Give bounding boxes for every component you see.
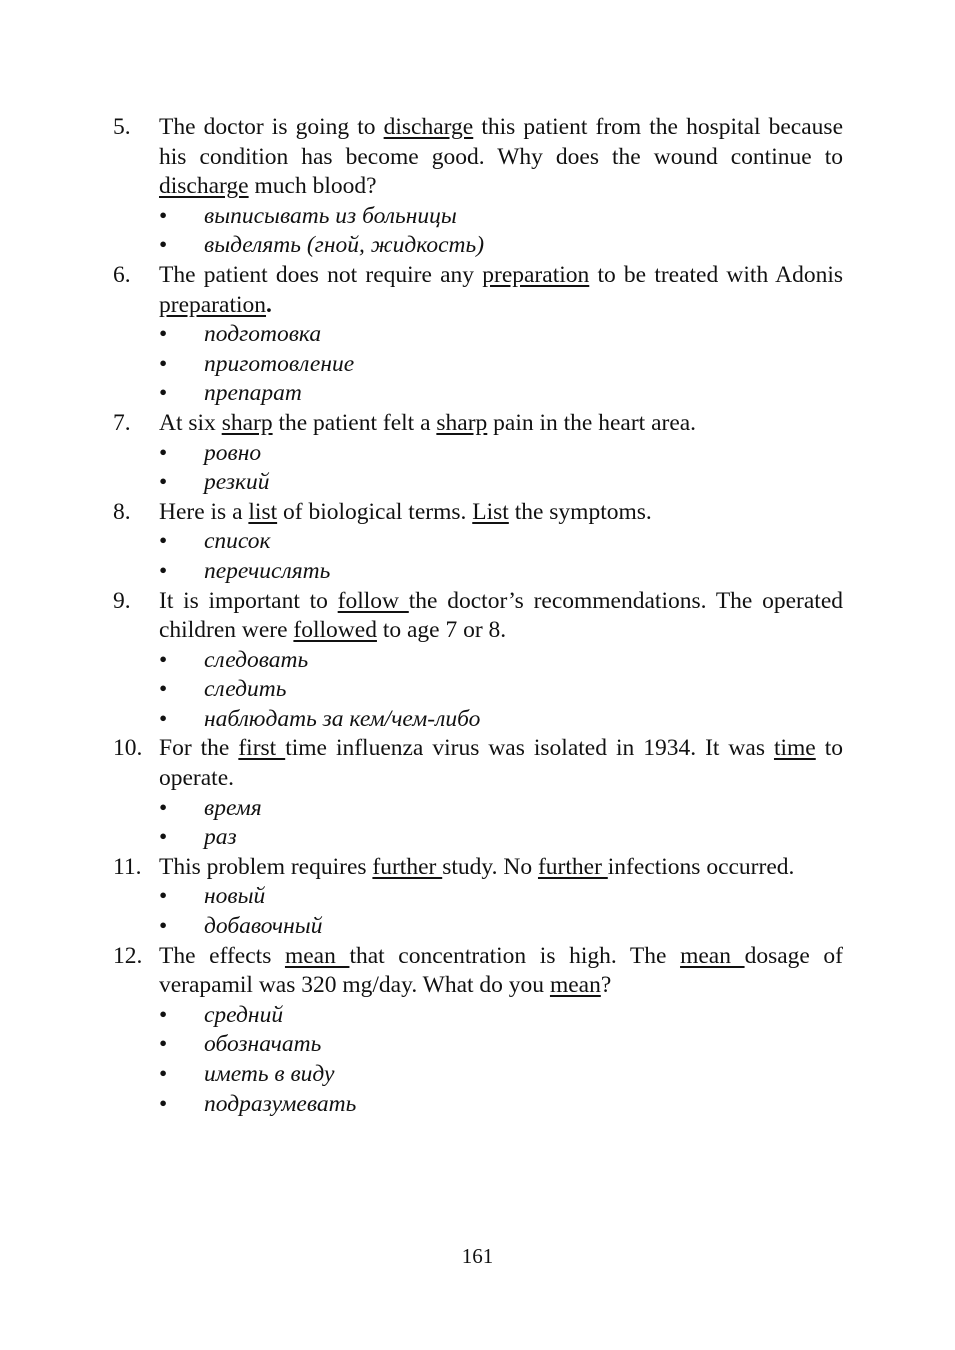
- sentence-text: [159, 587, 843, 646]
- translation-item: [113, 882, 843, 912]
- underlined-term: time: [773, 735, 816, 762]
- sentence-segment: The patient does not require any: [159, 261, 483, 288]
- sentence-segment: pain in the heart area.: [487, 409, 697, 436]
- bullet-icon: •: [159, 1001, 168, 1028]
- translation-item: [113, 557, 843, 587]
- underlined-term: mean: [549, 972, 601, 999]
- translation-text: иметь в виду: [204, 1061, 335, 1087]
- sentence-segment: Here is a: [159, 498, 249, 525]
- exercise-sentence: [113, 409, 843, 439]
- underlined-term: mean: [284, 942, 350, 969]
- underlined-term: list: [248, 498, 278, 525]
- bullet-icon: •: [159, 883, 168, 910]
- sentence-segment: the patient felt a: [272, 409, 437, 436]
- underlined-term: followed: [293, 617, 377, 644]
- bullet-icon: •: [159, 439, 168, 466]
- exercise-item: [113, 498, 843, 587]
- translation-text: новый: [204, 883, 266, 910]
- translation-text: средний: [204, 1001, 284, 1028]
- exercise-sentence: [113, 942, 843, 1001]
- exercise-sentence: [113, 113, 843, 202]
- translation-item: [113, 202, 843, 232]
- sentence-text: [159, 734, 843, 793]
- translation-text: перечислять: [204, 557, 331, 584]
- translation-text: подразумевать: [204, 1090, 357, 1117]
- sentence-text: [159, 409, 843, 439]
- translation-list: [113, 882, 843, 941]
- item-number: 11.: [113, 853, 142, 880]
- sentence-segment: At six: [159, 409, 222, 436]
- sentence-segment: time influenza virus was isolated in 1934. It was: [285, 735, 774, 762]
- underlined-term: List: [472, 498, 509, 525]
- translation-item: [113, 794, 843, 824]
- sentence-segment: the doctor’s recommendations. The operated children were: [159, 587, 843, 644]
- translation-text: список: [204, 528, 271, 555]
- translation-text: время: [204, 794, 262, 821]
- translation-text: резкий: [204, 469, 270, 496]
- bullet-icon: •: [159, 321, 168, 348]
- bullet-icon: •: [159, 676, 168, 703]
- page-number: 161: [461, 1244, 494, 1268]
- bullet-icon: •: [159, 1090, 168, 1117]
- translation-list: [113, 320, 843, 409]
- sentence-segment: to operate.: [159, 735, 844, 792]
- bullet-icon: •: [159, 705, 168, 732]
- exercise-item: [113, 853, 843, 942]
- translation-text: раз: [204, 824, 237, 851]
- sentence-segment: For the: [159, 735, 239, 762]
- translation-item: [113, 646, 843, 676]
- bullet-icon: •: [159, 1031, 168, 1058]
- bullet-icon: •: [159, 380, 168, 407]
- sentence-segment: study. No: [442, 853, 538, 880]
- translation-text: препарат: [204, 380, 302, 407]
- underlined-term: further: [537, 853, 608, 880]
- item-number: 9.: [113, 587, 131, 614]
- sentence-segment: to age 7 or 8.: [376, 617, 507, 644]
- translation-item: [113, 527, 843, 557]
- item-number: 6.: [113, 261, 131, 288]
- sentence-segment: It is important to: [159, 587, 338, 614]
- exercise-sentence: [113, 853, 843, 883]
- underlined-term: preparation: [482, 261, 590, 288]
- translation-list: [113, 439, 843, 498]
- sentence-segment: infections occurred.: [607, 853, 795, 880]
- underlined-term: first: [238, 735, 286, 762]
- translation-text: наблюдать за кем/чем-либо: [204, 705, 481, 732]
- page-content: [113, 113, 843, 1119]
- translation-text: выписывать из больницы: [204, 202, 457, 229]
- translation-item: [113, 439, 843, 469]
- underlined-term: sharp: [221, 409, 273, 436]
- bullet-icon: •: [159, 824, 168, 851]
- sentence-segment: ?: [600, 972, 612, 999]
- translation-item: [113, 1090, 843, 1120]
- exercise-sentence: [113, 498, 843, 528]
- sentence-segment: of biological terms.: [277, 498, 473, 525]
- sentence-segment: the symptoms.: [508, 498, 652, 525]
- bullet-icon: •: [159, 1061, 168, 1087]
- underlined-term: further: [372, 853, 443, 880]
- sentence-segment: dosage of verapamil was 320 mg/day. What do you: [159, 942, 844, 999]
- item-number: 8.: [113, 498, 131, 525]
- underlined-term: sharp: [436, 409, 488, 436]
- translation-text: выделять (гной, жидкость): [204, 232, 485, 259]
- sentence-segment: The effects: [159, 942, 285, 969]
- sentence-segment: This problem requires: [159, 853, 373, 880]
- bullet-icon: •: [159, 350, 168, 377]
- translation-item: [113, 1060, 843, 1090]
- sentence-text: [159, 261, 843, 320]
- sentence-segment: The doctor is going to: [159, 114, 384, 140]
- bullet-icon: •: [159, 913, 168, 940]
- exercise-item: [113, 942, 843, 1120]
- underlined-term: follow: [337, 587, 409, 614]
- translation-list: [113, 527, 843, 586]
- translation-text: обозначать: [204, 1031, 322, 1058]
- translation-list: [113, 794, 843, 853]
- translation-item: [113, 1001, 843, 1031]
- translation-text: следовать: [204, 646, 309, 673]
- item-number: 7.: [113, 409, 131, 436]
- exercise-sentence: [113, 734, 843, 793]
- sentence-segment: .: [266, 291, 272, 318]
- translation-item: [113, 1030, 843, 1060]
- translation-list: [113, 646, 843, 735]
- translation-item: [113, 912, 843, 942]
- sentence-segment: much blood?: [248, 173, 377, 200]
- translation-item: [113, 823, 843, 853]
- bullet-icon: •: [159, 646, 168, 673]
- translation-text: приготовление: [204, 350, 355, 377]
- translation-item: [113, 231, 843, 261]
- sentence-segment: that concentration is high. The: [349, 942, 681, 969]
- exercise-sentence: [113, 587, 843, 646]
- underlined-term: discharge: [159, 173, 249, 200]
- sentence-text: [159, 853, 843, 883]
- bullet-icon: •: [159, 528, 168, 555]
- translation-text: ровно: [204, 439, 262, 466]
- translation-item: [113, 379, 843, 409]
- sentence-segment: this patient from the hospital because his condition has become good. Why does the wound continue to: [159, 114, 843, 170]
- exercise-item: [113, 113, 843, 261]
- underlined-term: discharge: [383, 114, 474, 140]
- bullet-icon: •: [159, 202, 168, 229]
- sentence-text: [159, 942, 843, 1001]
- underlined-term: preparation: [159, 291, 267, 318]
- bullet-icon: •: [159, 794, 168, 821]
- translation-text: добавочный: [204, 913, 323, 940]
- translation-list: [113, 202, 843, 261]
- translation-item: [113, 675, 843, 705]
- bullet-icon: •: [159, 469, 168, 496]
- translation-item: [113, 320, 843, 350]
- underlined-term: mean: [680, 942, 745, 969]
- exercise-sentence: [113, 261, 843, 320]
- sentence-text: [159, 498, 843, 528]
- translation-text: следить: [204, 676, 287, 703]
- translation-item: [113, 705, 843, 735]
- translation-text: подготовка: [204, 321, 322, 348]
- exercise-item: [113, 734, 843, 852]
- sentence-text: [159, 113, 843, 202]
- translation-item: [113, 468, 843, 498]
- exercise-item: [113, 587, 843, 735]
- item-number: 10.: [113, 735, 143, 762]
- item-number: 12.: [113, 942, 143, 969]
- translation-item: [113, 350, 843, 380]
- sentence-segment: to be treated with Adonis: [589, 261, 844, 288]
- translation-list: [113, 1001, 843, 1119]
- item-number: 5.: [113, 114, 131, 140]
- exercise-item: [113, 261, 843, 409]
- bullet-icon: •: [159, 557, 168, 584]
- exercise-item: [113, 409, 843, 498]
- bullet-icon: •: [159, 232, 168, 259]
